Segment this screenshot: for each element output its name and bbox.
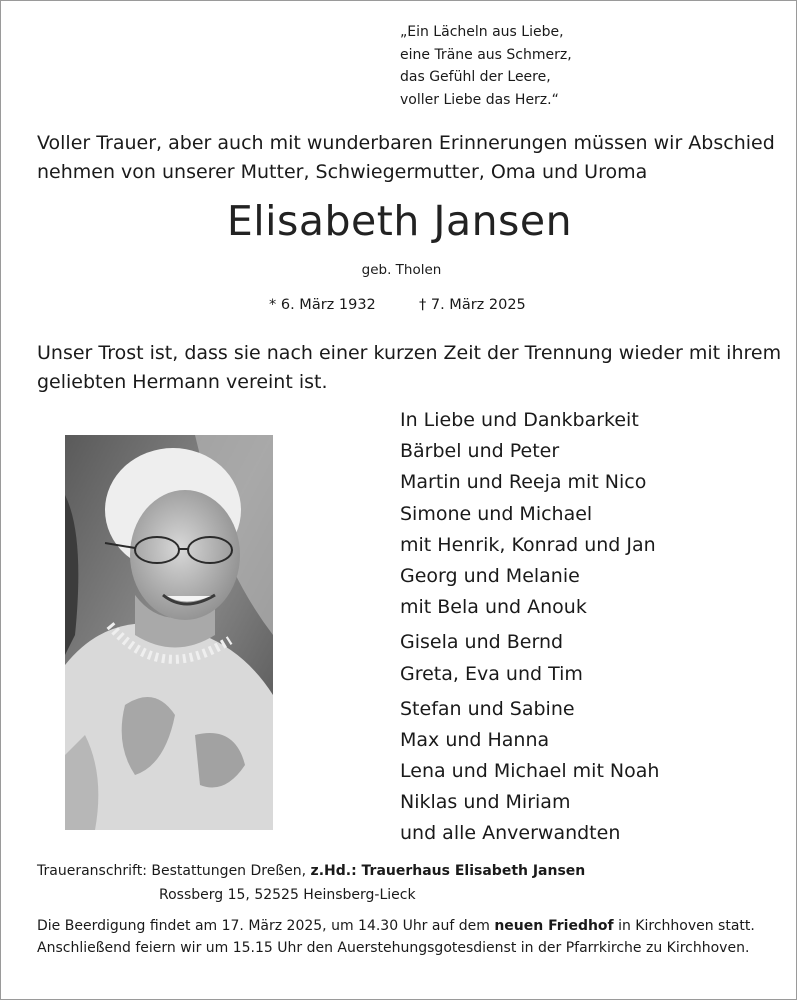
address-prefix: Traueranschrift: Bestattungen Dreßen, <box>37 863 311 879</box>
mourner-line: Lena und Michael mit Noah <box>400 760 660 783</box>
deceased-name: Elisabeth Jansen <box>226 197 573 245</box>
funeral-details <box>37 915 767 959</box>
mourner-line: Bärbel und Peter <box>400 440 560 463</box>
address-street: Rossberg 15, 52525 Heinsberg-Lieck <box>159 887 416 903</box>
intro-text <box>37 129 775 187</box>
funeral-text-1: Die Beerdigung findet am 17. März 2025, um 14.30 Uhr auf dem <box>37 918 495 934</box>
death-date: † 7. März 2025 <box>419 297 526 313</box>
poem-line: das Gefühl der Leere, <box>400 69 551 85</box>
mourner-line: Martin und Reeja mit Nico <box>400 471 647 494</box>
mourner-line: Gisela und Bernd <box>400 631 564 654</box>
mourners-list <box>400 405 659 850</box>
consolation-line: geliebten Hermann vereint ist. <box>37 371 328 393</box>
birth-name: geb. Tholen <box>361 262 442 278</box>
mourner-line: Stefan und Sabine <box>400 697 575 720</box>
poem <box>400 21 572 111</box>
portrait-photo <box>65 435 273 830</box>
mourner-line: Georg und Melanie <box>400 564 580 587</box>
birth-date: * 6. März 1932 <box>269 297 376 313</box>
consolation-text <box>37 339 781 397</box>
intro-line: Voller Trauer, aber auch mit wunderbaren Erinnerungen müssen wir Abschied <box>37 132 775 154</box>
mourner-line: mit Bela und Anouk <box>400 596 587 619</box>
funeral-text-2: in Kirchhoven statt. Anschließend feiern wir um 15.15 Uhr den Auerstehungsgotesdienst in der Pfarrkirche zu Kirchhoven. <box>37 918 755 956</box>
mourner-line: Max und Hanna <box>400 728 550 751</box>
poem-line: eine Träne aus Schmerz, <box>400 46 572 63</box>
funeral-location: neuen Friedhof <box>494 918 614 934</box>
mourner-line: Greta, Eva und Tim <box>400 662 583 685</box>
mourner-line: Niklas und Miriam <box>400 791 571 814</box>
mourner-line: In Liebe und Dankbarkeit <box>400 409 639 431</box>
consolation-line: Unser Trost ist, dass sie nach einer kurzen Zeit der Trennung wieder mit ihrem <box>37 342 782 364</box>
poem-line: „Ein Lächeln aus Liebe, <box>400 24 564 40</box>
portrait-illustration <box>65 435 273 830</box>
poem-line: voller Liebe das Herz.“ <box>400 91 559 108</box>
mourner-line: mit Henrik, Konrad und Jan <box>400 533 656 556</box>
mourning-address <box>37 863 585 879</box>
mourner-line: und alle Anverwandten <box>400 822 621 845</box>
address-attention: z.Hd.: Trauerhaus Elisabeth Jansen <box>310 863 586 879</box>
intro-line: nehmen von unserer Mutter, Schwiegermutter, Oma und Uroma <box>37 161 648 183</box>
mourner-line: Simone und Michael <box>400 502 593 525</box>
